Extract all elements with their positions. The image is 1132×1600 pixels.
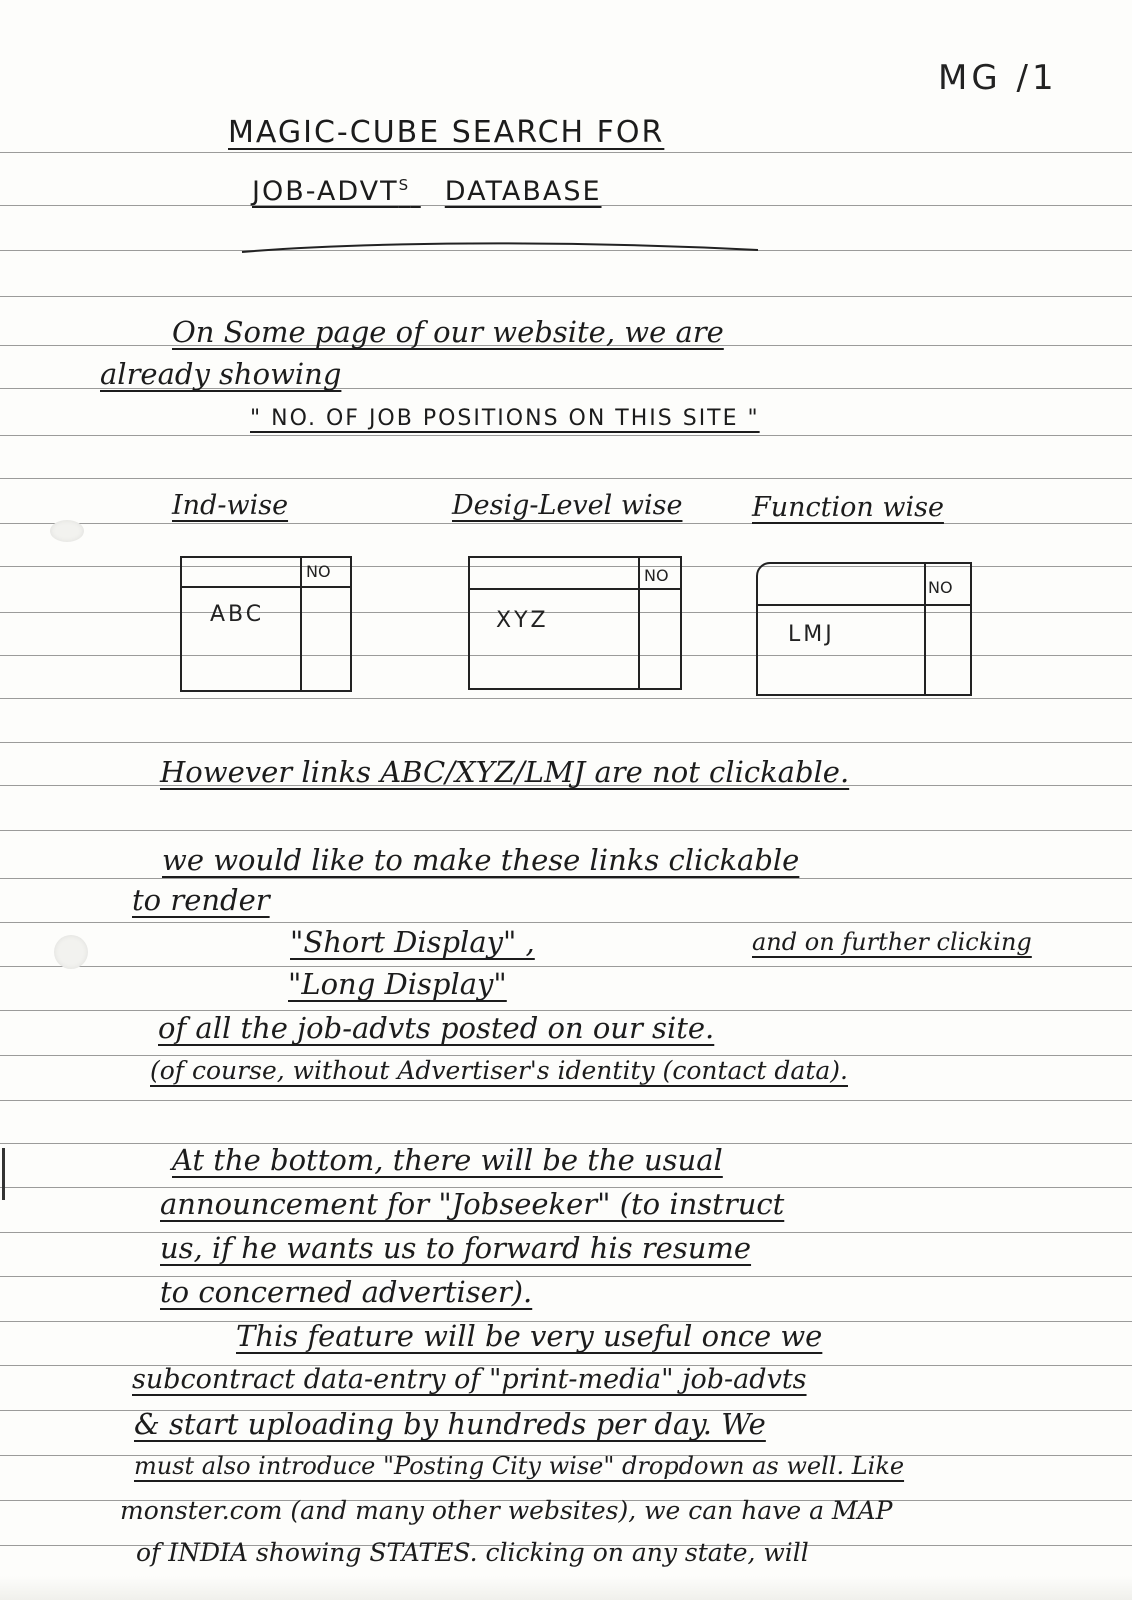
intro-line-2: already showing: [100, 357, 342, 391]
para-feature-line-2: subcontract data-entry of "print-media" job-advts: [132, 1364, 807, 1395]
para-clickable-line-1: we would like to make these links clickable: [162, 843, 800, 877]
table-ind-label-abc: ABC: [210, 602, 265, 627]
edge-mark: [2, 1148, 5, 1200]
ruled-line: [0, 830, 1132, 831]
para-long-display: "Long Display": [288, 967, 507, 1001]
para-feature-line-1: This feature will be very useful once we: [236, 1319, 823, 1353]
ruled-line: [0, 966, 1132, 967]
page-reference: MG /1: [938, 58, 1058, 98]
page-title-line-2: [252, 178, 602, 205]
title-underline-stroke: [240, 238, 760, 258]
table-ind-wise: [180, 556, 352, 692]
table-func-no-header: NO: [928, 578, 953, 597]
table-ind-no-header: NO: [306, 562, 331, 581]
para-clickable-line-6: (of course, without Advertiser's identity (contact data).: [150, 1056, 848, 1085]
punch-hole: [50, 520, 84, 542]
punch-hole: [54, 935, 88, 969]
ruled-line: [0, 922, 1132, 923]
column-header-func: Function wise: [752, 492, 944, 523]
ruled-line: [0, 478, 1132, 479]
title-job-advt: JOB-ADVT: [252, 176, 399, 207]
ruled-line: [0, 435, 1132, 436]
column-header-ind: Ind-wise: [172, 490, 289, 521]
ruled-line: [0, 878, 1132, 879]
ruled-line: [0, 152, 1132, 153]
table-desig-wise: [468, 556, 682, 690]
para-short-display: "Short Display" ,: [290, 925, 535, 959]
para-feature-line-5: monster.com (and many other websites), we can have a MAP: [120, 1496, 893, 1525]
ruled-line: [0, 296, 1132, 297]
table-desig-no-header: NO: [644, 566, 669, 585]
table-func-label-lmj: LMJ: [788, 622, 835, 647]
para-bottom-line-3: us, if he wants us to forward his resume: [160, 1231, 752, 1265]
para-bottom-line-1: At the bottom, there will be the usual: [172, 1143, 723, 1177]
para-feature-line-3: & start uploading by hundreds per day. We: [134, 1407, 766, 1441]
title-superscript: S: [398, 176, 411, 194]
table-function-wise: [756, 562, 972, 696]
table-desig-label-xyz: XYZ: [496, 608, 549, 633]
ruled-line: [0, 742, 1132, 743]
page-bottom-edge: [0, 1576, 1132, 1600]
para-bottom-line-2: announcement for "Jobseeker" (to instruct: [160, 1187, 785, 1221]
para-clickable-line-5: of all the job-advts posted on our site.: [158, 1011, 715, 1045]
para-bottom-line-4: to concerned advertiser).: [160, 1275, 533, 1309]
para-further-clicking: and on further clicking: [752, 928, 1032, 956]
intro-line-1: On Some page of our website, we are: [172, 315, 724, 349]
para-not-clickable: However links ABC/XYZ/LMJ are not clickable.: [160, 755, 850, 789]
ruled-line: [0, 1100, 1132, 1101]
ruled-line: [0, 523, 1132, 524]
para-feature-line-6: of INDIA showing STATES. clicking on any state, will: [136, 1538, 809, 1567]
ruled-line: [0, 698, 1132, 699]
page-title-line-1: MAGIC-CUBE SEARCH FOR: [228, 115, 665, 150]
intro-quote: " NO. OF JOB POSITIONS ON THIS SITE ": [250, 406, 760, 431]
column-header-desig: Desig-Level wise: [452, 490, 683, 521]
title-database: DATABASE: [444, 176, 602, 207]
para-feature-line-4: must also introduce "Posting City wise" dropdown as well. Like: [134, 1452, 905, 1480]
para-clickable-line-2: to render: [132, 883, 270, 917]
